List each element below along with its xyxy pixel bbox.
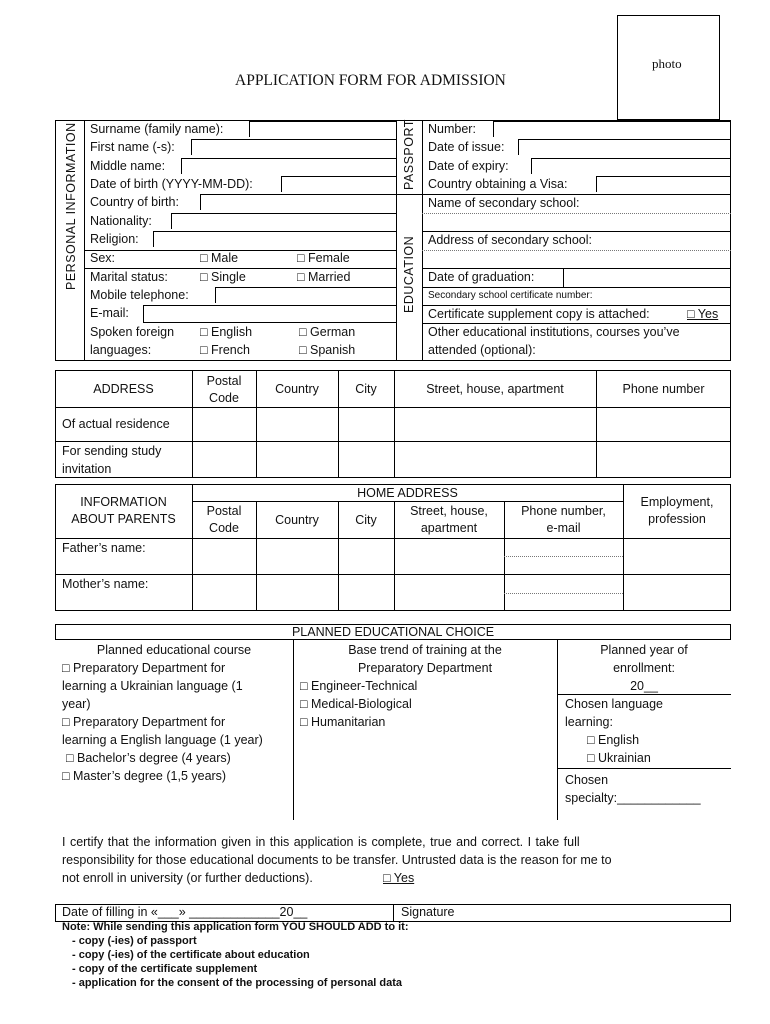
photo-box[interactable]: [617, 15, 720, 120]
trend-medical[interactable]: □ Medical-Biological: [300, 697, 412, 711]
passport-issue-field[interactable]: [518, 139, 731, 155]
course-prep-ukrainian-1[interactable]: □ Preparatory Department for: [62, 661, 226, 675]
specialty-title-1: Chosen: [565, 773, 609, 787]
certificate-number-label: Secondary school certificate number:: [428, 290, 593, 301]
date-filling-field[interactable]: Date of filling in «___» _____________20__: [62, 905, 308, 919]
language-title-1: Chosen language: [565, 697, 663, 711]
female-checkbox[interactable]: □ Female: [297, 251, 350, 265]
other-education-label-2: attended (optional):: [428, 343, 536, 357]
note-item-2: - copy (-ies) of the certificate about education: [72, 949, 310, 961]
trend-title-1: Base trend of training at the: [348, 643, 502, 657]
address-header: ADDRESS: [93, 382, 154, 396]
language-ukrainian[interactable]: □ Ukrainian: [587, 751, 651, 765]
note-item-1: - copy (-ies) of passport: [72, 935, 197, 947]
school-name-label: Name of secondary school:: [428, 196, 580, 210]
german-checkbox[interactable]: □ German: [299, 325, 356, 339]
parents-info-header-2: ABOUT PARENTS: [71, 512, 176, 526]
postal-header-1: Postal: [206, 374, 242, 388]
surname-label: Surname (family name):: [90, 122, 224, 136]
certify-yes-checkbox[interactable]: □ Yes: [383, 871, 415, 885]
school-address-label: Address of secondary school:: [428, 233, 592, 247]
course-master[interactable]: □ Master’s degree (1,5 years): [62, 769, 227, 783]
parents-phone-header-2: e-mail: [546, 521, 581, 535]
language-title-2: learning:: [565, 715, 613, 729]
surname-field[interactable]: [249, 121, 396, 137]
country-birth-label: Country of birth:: [90, 195, 179, 209]
certify-line-3: not enroll in university (or further deductions).: [62, 871, 313, 885]
course-prep-english-1[interactable]: □ Preparatory Department for: [62, 715, 226, 729]
passport-number-field[interactable]: [493, 121, 731, 137]
first-name-field[interactable]: [191, 139, 396, 155]
year-title-1: Planned year of: [600, 643, 688, 657]
specialty-title-2[interactable]: specialty:____________: [565, 791, 701, 805]
supplement-label: Certificate supplement copy is attached:: [428, 307, 650, 321]
employment-header-2: profession: [648, 512, 706, 526]
parents-city-header: City: [355, 513, 377, 527]
single-checkbox[interactable]: □ Single: [200, 270, 246, 284]
photo-label: photo: [652, 56, 682, 71]
course-title: Planned educational course: [96, 643, 252, 657]
parents-info-header-1: INFORMATION: [80, 495, 167, 509]
graduation-label: Date of graduation:: [428, 270, 535, 284]
course-prep-english-2: learning a English language (1 year): [62, 733, 263, 747]
education-section-label: EDUCATION: [402, 235, 416, 313]
home-address-header: HOME ADDRESS: [357, 486, 458, 500]
nationality-label: Nationality:: [90, 214, 152, 228]
mobile-label: Mobile telephone:: [90, 288, 189, 302]
signature-field[interactable]: Signature: [401, 905, 455, 919]
note-item-4: - application for the consent of the processing of personal data: [72, 977, 403, 989]
passport-section-label: PASSPORT: [402, 119, 416, 190]
mobile-field[interactable]: [215, 287, 396, 303]
nationality-field[interactable]: [171, 213, 396, 229]
spoken-label-1: Spoken foreign: [90, 325, 175, 339]
country-header: Country: [275, 382, 319, 396]
language-english[interactable]: □ English: [587, 733, 640, 747]
marital-label: Marital status:: [90, 270, 168, 284]
passport-issue-label: Date of issue:: [428, 140, 505, 154]
certify-line-1: I certify that the information given in this application is complete, true and correct. I take full: [62, 835, 580, 849]
french-checkbox[interactable]: □ French: [200, 343, 250, 357]
father-name-label: Father’s name:: [62, 541, 146, 555]
visa-country-field[interactable]: [596, 176, 731, 192]
parents-country-header: Country: [275, 513, 319, 527]
street-header: Street, house, apartment: [426, 382, 564, 396]
employment-header-1: Employment,: [640, 495, 714, 509]
english-checkbox[interactable]: □ English: [200, 325, 253, 339]
other-education-label-1: Other educational institutions, courses you’ve: [428, 325, 680, 339]
first-name-label: First name (-s):: [90, 140, 175, 154]
trend-title-2: Preparatory Department: [357, 661, 493, 675]
sending-label-2: invitation: [62, 462, 112, 476]
dob-label: Date of birth (YYYY-MM-DD):: [90, 177, 253, 191]
passport-number-label: Number:: [428, 122, 476, 136]
course-prep-ukrainian-2: learning a Ukrainian language (1: [62, 679, 243, 693]
email-field[interactable]: [143, 305, 396, 323]
religion-field[interactable]: [153, 231, 396, 247]
note-item-3: - copy of the certificate supplement: [72, 963, 258, 975]
course-prep-ukrainian-3: year): [62, 697, 91, 711]
course-bachelor[interactable]: □ Bachelor’s degree (4 years): [66, 751, 231, 765]
middle-name-field[interactable]: [181, 158, 396, 174]
year-title-2: enrollment:: [613, 661, 675, 675]
religion-label: Religion:: [90, 232, 139, 246]
sex-label: Sex:: [90, 251, 116, 265]
married-checkbox[interactable]: □ Married: [297, 270, 351, 284]
page-title: APPLICATION FORM FOR ADMISSION: [235, 72, 506, 89]
phone-header: Phone number: [622, 382, 705, 396]
parents-street-header-1: Street, house,: [410, 504, 488, 518]
parents-street-header-2: apartment: [420, 521, 478, 535]
parents-postal-header-1: Postal: [206, 504, 242, 518]
personal-section-label: PERSONAL INFORMATION: [64, 122, 78, 290]
parents-phone-header-1: Phone number,: [521, 504, 606, 518]
trend-engineer[interactable]: □ Engineer-Technical: [300, 679, 418, 693]
sending-label-1: For sending study: [62, 444, 162, 458]
graduation-field[interactable]: [563, 268, 731, 287]
passport-expiry-label: Date of expiry:: [428, 159, 509, 173]
mother-name-label: Mother’s name:: [62, 577, 149, 591]
country-birth-field[interactable]: [200, 194, 396, 210]
middle-name-label: Middle name:: [90, 159, 166, 173]
visa-country-label: Country obtaining a Visa:: [428, 177, 568, 191]
spanish-checkbox[interactable]: □ Spanish: [299, 343, 356, 357]
dob-field[interactable]: [281, 176, 396, 192]
certify-line-2: responsibility for those educational documents to be transfer. Untrusted data is the reason for me to: [62, 853, 612, 867]
spoken-label-2: languages:: [90, 343, 152, 357]
city-header: City: [355, 382, 377, 396]
year-value[interactable]: 20__: [630, 679, 658, 693]
trend-humanitarian[interactable]: □ Humanitarian: [300, 715, 386, 729]
parents-postal-header-2: Code: [209, 521, 239, 535]
choice-header: PLANNED EDUCATIONAL CHOICE: [291, 625, 495, 639]
passport-expiry-field[interactable]: [531, 158, 731, 174]
note-title: Note: While sending this application form YOU SHOULD ADD to it:: [62, 921, 409, 933]
male-checkbox[interactable]: □ Male: [200, 251, 239, 265]
postal-header-2: Code: [209, 391, 239, 405]
actual-residence-label: Of actual residence: [62, 417, 170, 431]
email-label: E-mail:: [90, 306, 129, 320]
supplement-yes-checkbox[interactable]: □ Yes: [687, 307, 719, 321]
